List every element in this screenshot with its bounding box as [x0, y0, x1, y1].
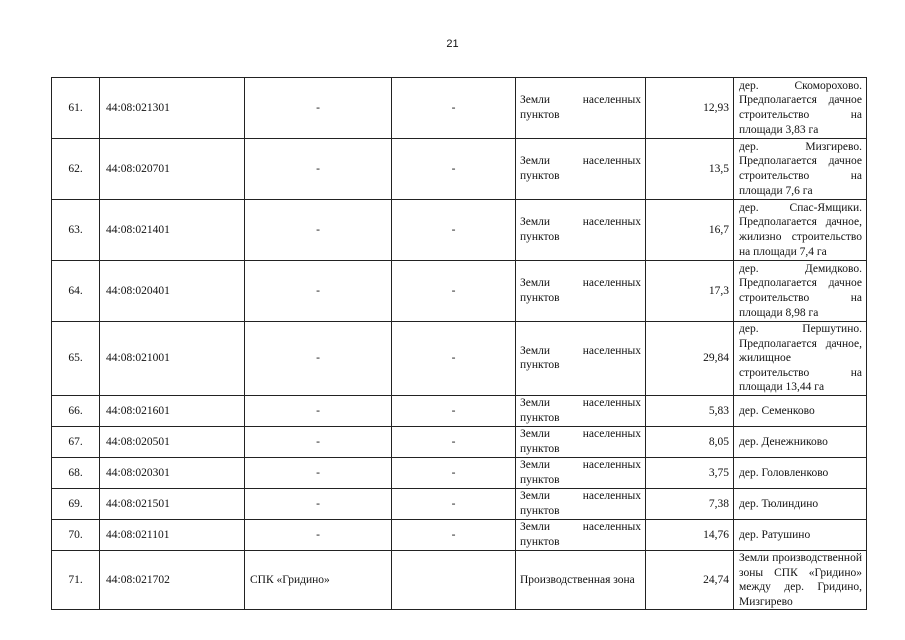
note: дер. Мизгирево. Предполагается дачное строительство на площади 7,6 га	[734, 139, 867, 200]
owner: -	[245, 322, 392, 396]
note: дер. Тюлиндино	[734, 488, 867, 519]
owner: -	[245, 519, 392, 550]
land-category: Земли населенных пунктов	[516, 200, 646, 261]
cadastral-number: 44:08:021001	[100, 322, 245, 396]
area: 16,7	[646, 200, 734, 261]
table-row	[52, 322, 867, 396]
area: 7,38	[646, 488, 734, 519]
area: 3,75	[646, 457, 734, 488]
table-row	[52, 550, 867, 609]
column-4-value	[392, 550, 516, 609]
table-row	[52, 139, 867, 200]
owner: -	[245, 426, 392, 457]
area: 17,3	[646, 261, 734, 322]
note: Земли производственной зоны СПК «Гридино» между дер. Гридино, Мизгирево	[734, 550, 867, 609]
page-number: 21	[446, 38, 459, 50]
row-number: 64.	[52, 261, 100, 322]
cadastral-number: 44:08:021101	[100, 519, 245, 550]
land-category: Производственная зона	[516, 550, 646, 609]
row-number: 71.	[52, 550, 100, 609]
column-4-value: -	[392, 200, 516, 261]
note: дер. Семенково	[734, 395, 867, 426]
column-4-value: -	[392, 395, 516, 426]
cadastral-number: 44:08:020701	[100, 139, 245, 200]
cadastral-number: 44:08:020401	[100, 261, 245, 322]
cadastral-number: 44:08:020501	[100, 426, 245, 457]
area: 29,84	[646, 322, 734, 396]
cadastral-number: 44:08:021501	[100, 488, 245, 519]
row-number: 67.	[52, 426, 100, 457]
row-number: 68.	[52, 457, 100, 488]
table-row	[52, 200, 867, 261]
column-4-value: -	[392, 139, 516, 200]
cadastral-number: 44:08:021601	[100, 395, 245, 426]
owner: -	[245, 395, 392, 426]
owner: -	[245, 139, 392, 200]
row-number: 69.	[52, 488, 100, 519]
land-category: Земли населенных пунктов	[516, 261, 646, 322]
land-plots-table	[51, 77, 867, 610]
column-4-value: -	[392, 488, 516, 519]
owner: -	[245, 78, 392, 139]
column-4-value: -	[392, 261, 516, 322]
table-row	[52, 457, 867, 488]
column-4-value: -	[392, 78, 516, 139]
area: 12,93	[646, 78, 734, 139]
table-row	[52, 519, 867, 550]
area: 24,74	[646, 550, 734, 609]
cadastral-number: 44:08:020301	[100, 457, 245, 488]
row-number: 62.	[52, 139, 100, 200]
land-category: Земли населенных пунктов	[516, 426, 646, 457]
table-row	[52, 488, 867, 519]
land-category: Земли населенных пунктов	[516, 322, 646, 396]
row-number: 70.	[52, 519, 100, 550]
row-number: 66.	[52, 395, 100, 426]
row-number: 63.	[52, 200, 100, 261]
table-row	[52, 395, 867, 426]
owner: -	[245, 457, 392, 488]
land-category: Земли населенных пунктов	[516, 78, 646, 139]
land-category: Земли населенных пунктов	[516, 395, 646, 426]
cadastral-number: 44:08:021702	[100, 550, 245, 609]
note: дер. Ратушино	[734, 519, 867, 550]
area: 5,83	[646, 395, 734, 426]
cadastral-number: 44:08:021401	[100, 200, 245, 261]
column-4-value: -	[392, 322, 516, 396]
row-number: 61.	[52, 78, 100, 139]
note: дер. Скоморохово. Предполагается дачное строительство на площади 3,83 га	[734, 78, 867, 139]
land-category: Земли населенных пунктов	[516, 488, 646, 519]
area: 13,5	[646, 139, 734, 200]
cadastral-number: 44:08:021301	[100, 78, 245, 139]
table-row	[52, 261, 867, 322]
column-4-value: -	[392, 519, 516, 550]
owner: -	[245, 200, 392, 261]
land-category: Земли населенных пунктов	[516, 457, 646, 488]
table-row	[52, 78, 867, 139]
note: дер. Спас-Ямщики. Предполагается дачное, жилизно строительство на площади 7,4 га	[734, 200, 867, 261]
land-category: Земли населенных пунктов	[516, 139, 646, 200]
area: 14,76	[646, 519, 734, 550]
note: дер. Демидково. Предполагается дачное строительство на площади 8,98 га	[734, 261, 867, 322]
note: дер. Першутино. Предполагается дачное, жилищное строительство на площади 13,44 га	[734, 322, 867, 396]
note: дер. Денежниково	[734, 426, 867, 457]
owner: -	[245, 261, 392, 322]
column-4-value: -	[392, 426, 516, 457]
owner: СПК «Гридино»	[245, 550, 392, 609]
column-4-value: -	[392, 457, 516, 488]
row-number: 65.	[52, 322, 100, 396]
owner: -	[245, 488, 392, 519]
note: дер. Головленково	[734, 457, 867, 488]
area: 8,05	[646, 426, 734, 457]
land-category: Земли населенных пунктов	[516, 519, 646, 550]
table-row	[52, 426, 867, 457]
